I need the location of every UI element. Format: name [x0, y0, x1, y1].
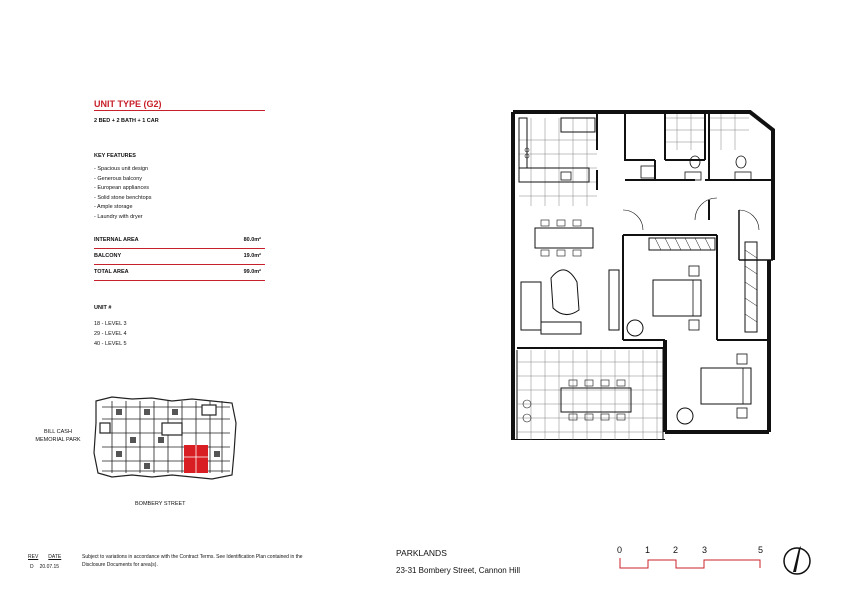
floor-plan — [505, 110, 775, 440]
unit-configuration: 2 BED + 2 BATH + 1 CAR — [94, 118, 159, 124]
unit-numbers-list — [94, 319, 127, 349]
area-row-total — [94, 265, 265, 281]
rev-column-label: REV — [28, 554, 39, 560]
scale-label: 1 — [645, 545, 651, 555]
area-label: TOTAL AREA — [94, 269, 129, 275]
area-value: 19.0m² — [243, 253, 261, 259]
kitchen-island — [519, 168, 589, 182]
unit-numbers-heading: UNIT # — [94, 305, 112, 311]
project-address: 23-31 Bombery Street, Cannon Hill — [396, 566, 521, 575]
feature-item: - Ample storage — [94, 204, 133, 210]
building-key-plan — [92, 393, 240, 485]
dining-table — [535, 228, 593, 248]
area-label: INTERNAL AREA — [94, 237, 139, 243]
area-row-internal — [94, 233, 265, 249]
area-value: 80.0m² — [243, 237, 261, 243]
north-arrow-icon — [782, 542, 812, 578]
feature-item: - Laundry with dryer — [94, 213, 143, 220]
date-column-label: DATE — [48, 554, 62, 560]
street-label: BOMBERY STREET — [135, 501, 186, 507]
revision-header — [28, 554, 71, 560]
area-row-balcony — [94, 249, 265, 265]
balcony-table — [561, 388, 631, 412]
revision-values — [30, 564, 65, 570]
revision-code: D — [30, 564, 34, 570]
unit-number-item: 18 - LEVEL 3 — [94, 321, 127, 327]
disclaimer-text: Subject to variations in accordance with the Contract Terms. See Identification Plan contained in the Disclosure Documents for area(s). — [82, 554, 303, 568]
scale-label: 2 — [673, 545, 679, 555]
area-value: 99.0m² — [243, 269, 261, 275]
revision-date: 20.07.15 — [39, 564, 60, 570]
feature-item: - Generous balcony — [94, 175, 142, 182]
bed-second — [701, 368, 751, 404]
unit-number-item: 40 - LEVEL 5 — [94, 341, 127, 347]
scale-bar — [616, 556, 768, 572]
sofa — [521, 282, 541, 330]
project-name: PARKLANDS — [396, 548, 447, 558]
title-divider — [94, 110, 265, 111]
park-label: BILL CASH MEMORIAL PARK — [35, 429, 81, 443]
feature-item: - Solid stone benchtops — [94, 194, 152, 201]
area-label: BALCONY — [94, 253, 122, 259]
scale-label: 5 — [758, 545, 764, 555]
key-features-heading: KEY FEATURES — [94, 153, 136, 159]
unit-type-title: UNIT TYPE (G2) — [94, 99, 162, 109]
bed-main — [653, 280, 701, 316]
key-features-list — [94, 165, 151, 222]
unit-number-item: 29 - LEVEL 4 — [94, 331, 127, 337]
scale-label: 0 — [617, 545, 623, 555]
feature-item: - European appliances — [94, 185, 150, 191]
scale-label: 3 — [702, 545, 708, 555]
area-table — [94, 233, 265, 281]
feature-item: - Spacious unit design — [94, 166, 149, 172]
wardrobe — [649, 238, 715, 250]
